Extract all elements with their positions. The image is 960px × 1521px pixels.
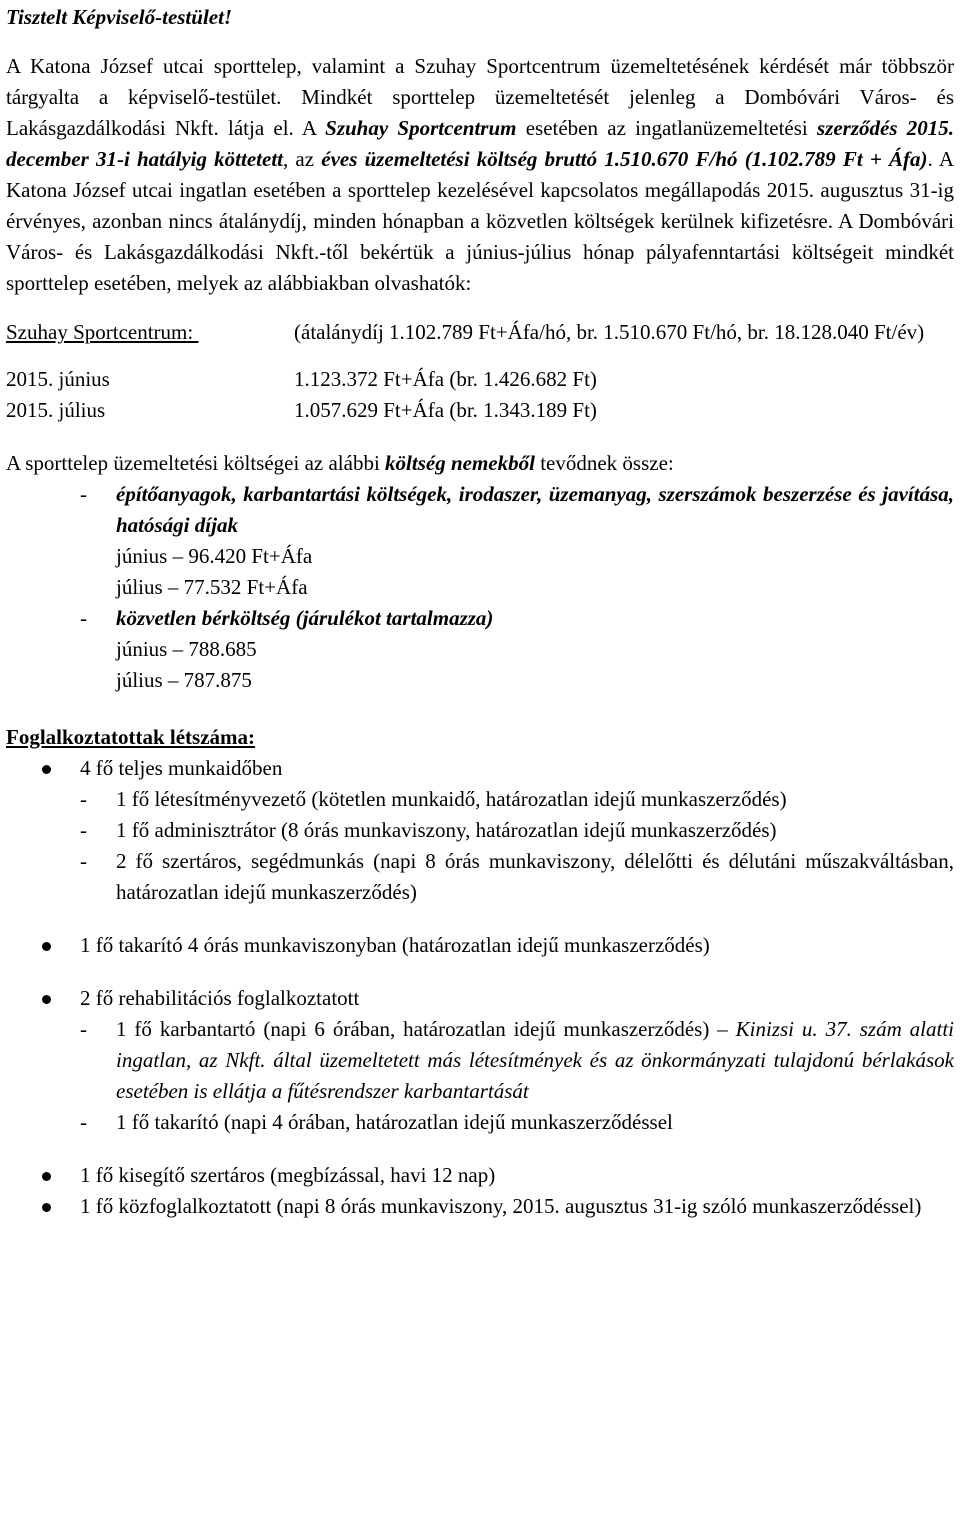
bullet-icon bbox=[42, 995, 51, 1004]
intro-text-4: . A Katona József utcai ingatlan esetében a sporttelep kezelésével kapcsolatos megállapodás 2015. augusztus 31-ig érvényes, azonban nincs átalánydíj, minden hónapban a közvetlen költségek kerülnek kifizetésre. A Dombóvári Város- és Lakásgazdálkodási Nkft.-től bekértük a június-július hónap pályafenntartási költségeit mindkét sporttelep esetében, melyek az alábbiakban olvashatók: bbox=[6, 147, 954, 295]
staff-sub-item bbox=[6, 1014, 954, 1107]
document-page bbox=[6, 2, 954, 1222]
bullet-icon bbox=[42, 765, 51, 774]
staff-group-title: 2 fő rehabilitációs foglalkoztatott bbox=[80, 986, 360, 1010]
costs-text-2: tevődnek össze: bbox=[534, 451, 674, 475]
salutation: Tisztelt Képviselő-testület! bbox=[6, 5, 233, 29]
cost-month: július – 787.875 bbox=[116, 668, 252, 692]
dash-marker: - bbox=[80, 606, 87, 630]
szuhay-row bbox=[6, 317, 954, 348]
staff-group-title: 1 fő takarító 4 órás munkaviszonyban (határozatlan idejű munkaszerződés) bbox=[80, 933, 710, 957]
costs-bold-1: költség nemekből bbox=[385, 451, 535, 475]
intro-bold-2: szerződés 2015. december 31-i hatályig köttetett bbox=[6, 116, 954, 171]
staff-sub-item bbox=[6, 1107, 954, 1138]
dash-marker: - bbox=[80, 849, 87, 873]
staff-sub-text: 2 fő szertáros, segédmunkás (napi 8 órás munkaviszony, délelőtti és délutáni műszakváltásban, határozatlan idejű munkaszerződés) bbox=[116, 849, 954, 904]
staff-group bbox=[6, 1191, 954, 1222]
costs-intro bbox=[6, 448, 954, 479]
staff-group-title: 4 fő teljes munkaidőben bbox=[80, 756, 283, 780]
intro-bold-3: éves üzemeltetési költség bruttó 1.510.670 F/hó (1.102.789 Ft + Áfa) bbox=[321, 147, 928, 171]
staff-group bbox=[6, 930, 954, 961]
cost-item-label: építőanyagok, karbantartási költségek, irodaszer, üzemanyag, szerszámok beszerzése és javítása, hatósági díjak bbox=[116, 482, 954, 537]
staff-group-title: 1 fő kisegítő szertáros (megbízással, havi 12 nap) bbox=[80, 1163, 496, 1187]
costs-text-1: A sporttelep üzemeltetési költségei az alábbi bbox=[6, 451, 386, 475]
dash-marker: - bbox=[80, 482, 87, 506]
intro-bold-1: Szuhay Sportcentrum bbox=[325, 116, 517, 140]
dash-marker: - bbox=[80, 1110, 87, 1134]
cost-item bbox=[6, 479, 954, 541]
staff-sub-text: 1 fő takarító (napi 4 órában, határozatlan idejű munkaszerződéssel bbox=[116, 1110, 673, 1134]
month-row bbox=[6, 395, 954, 426]
bullet-icon bbox=[42, 942, 51, 951]
cost-month: július – 77.532 Ft+Áfa bbox=[116, 575, 308, 599]
intro-text-2: esetében az ingatlanüzemeltetési bbox=[516, 116, 817, 140]
month-label: 2015. július bbox=[6, 398, 106, 422]
dash-marker: - bbox=[80, 1017, 87, 1041]
intro-paragraph bbox=[6, 51, 954, 299]
month-value: 1.123.372 Ft+Áfa (br. 1.426.682 Ft) bbox=[294, 367, 597, 391]
cost-month: június – 96.420 Ft+Áfa bbox=[116, 544, 313, 568]
dash-marker: - bbox=[80, 818, 87, 842]
staff-sub-text: 1 fő adminisztrátor (8 órás munkaviszony, határozatlan idejű munkaszerződés) bbox=[116, 818, 777, 842]
month-row bbox=[6, 364, 954, 395]
staff-sub-text: 1 fő létesítményvezető (kötetlen munkaidő, határozatlan idejű munkaszerződés) bbox=[116, 787, 787, 811]
month-value: 1.057.629 Ft+Áfa (br. 1.343.189 Ft) bbox=[294, 398, 597, 422]
intro-text-3: , az bbox=[283, 147, 322, 171]
dash-marker: - bbox=[80, 787, 87, 811]
intro-text-1: A Katona József utcai sporttelep, valamint a Szuhay Sportcentrum üzemeltetésének kérdését már többször tárgyalta a képviselő-testület. Mindkét sporttelep üzemeltetését jelenleg a Dombóvári Város- és Lakásgazdálkodási Nkft. látja el. A bbox=[6, 54, 954, 140]
cost-month: június – 788.685 bbox=[116, 637, 257, 661]
staff-sub-item bbox=[6, 815, 954, 846]
bullet-icon bbox=[42, 1172, 51, 1181]
month-label: 2015. június bbox=[6, 367, 110, 391]
cost-item bbox=[6, 603, 954, 634]
staff-group bbox=[6, 753, 954, 784]
staff-sub-text-italic: Kinizsi u. 37. szám alatti ingatlan, az Nkft. által üzemeltetett más létesítmények és az önkormányzati tulajdonú bérlakások esetében is ellátja a fűtésrendszer karbantartását bbox=[116, 1017, 954, 1103]
bullet-icon bbox=[42, 1203, 51, 1212]
staff-sub-text: 1 fő karbantartó (napi 6 órában, határozatlan idejű munkaszerződés) – bbox=[116, 1017, 736, 1041]
szuhay-label: Szuhay Sportcentrum: bbox=[6, 320, 199, 344]
szuhay-text: (átalánydíj 1.102.789 Ft+Áfa/hó, br. 1.510.670 Ft/hó, br. 18.128.040 Ft/év) bbox=[294, 320, 925, 344]
staff-group bbox=[6, 983, 954, 1014]
staff-sub-item bbox=[6, 846, 954, 908]
cost-item-label: közvetlen bérköltség (járulékot tartalmazza) bbox=[116, 606, 494, 630]
staff-heading: Foglalkoztatottak létszáma: bbox=[6, 725, 256, 749]
staff-group bbox=[6, 1160, 954, 1191]
staff-sub-item bbox=[6, 784, 954, 815]
staff-group-title: 1 fő közfoglalkoztatott (napi 8 órás munkaviszony, 2015. augusztus 31-ig szóló munkaszerződéssel) bbox=[80, 1194, 922, 1218]
